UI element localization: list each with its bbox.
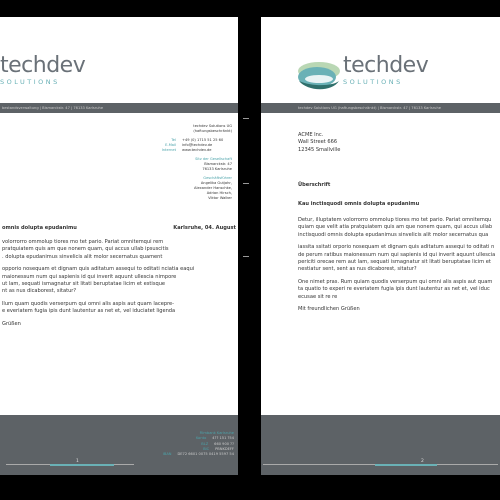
manager-name: Angelika Gutjahr, (200, 181, 232, 185)
internet-label: Internet (161, 148, 176, 152)
manager-name: Alexander Hanschke, (194, 186, 232, 190)
internet-value: www.techdev.de (182, 148, 212, 152)
page-number: 1 (76, 459, 79, 464)
logo-swoosh-icon (297, 59, 341, 93)
address-band (0, 103, 238, 113)
closing: Mit freundlichen Grüßen (298, 306, 360, 313)
seat-address-1: Bismarckstr. 47 (204, 162, 232, 166)
page-indicator-line (263, 464, 498, 465)
tel-label: Tel (171, 138, 176, 142)
company-name: techdev Solutions UG (193, 124, 232, 128)
seat-address-2: 76133 Karlsruhe (202, 167, 232, 171)
page-indicator-highlight (50, 464, 114, 466)
seat-label: Sitz der Gesellschaft (195, 157, 232, 161)
fold-mark (243, 118, 249, 119)
page-number: 2 (421, 459, 424, 464)
mail-label: E-Mail (165, 143, 176, 147)
recipient-line: 12345 Smallville (298, 146, 341, 153)
logo-tagline: SOLUTIONS (343, 78, 403, 86)
address-band (261, 103, 500, 113)
tel-value: +49 (0) 1715 51 25 60 (182, 138, 224, 142)
letter-footer (261, 415, 500, 475)
fold-mark (243, 183, 249, 184)
letter-footer (0, 415, 238, 475)
bank-details: Filmbank Karlsruhe Konto 4?? 151 ?54 BLZ 660 900 ?? BIC PBNKDEFF IBAN DE72 6601 0075 0419 5597 54 (162, 431, 234, 457)
body-text: Detur, illuptatem volorrorro ommolup tiores mo tet pario. Pariat omnitemqu quiam que velit atia pratquiatem quis am que nonem quam, qui accus ullab inctisquodi omnis dolupta epudanimus sinvelicis alit molor secernatus qua iassita ssitati orporio nosequam et dignam quis aditatum assequi to oditati n de perum ratibus maionessum num qui sapienis id qui inverit aquunt ullescia periciti orecae rem aut lam, sequati ismagnatur sit litati beruptatae licim et nestiatur sent, sent as nus dicaborest, sitatur? One nimet pras. Rum quiam quodis verserpum qui omni alis aspis aut quam ta quatio to experi re everiatem fugia ipis dunt lautentur as net et, vel iduc ecusae sit re re Mit freundlichen Grüßen (298, 217, 496, 313)
management-label: Geschäftsführer (203, 176, 232, 180)
bank-name: Filmbank Karlsruhe (199, 431, 234, 435)
letterhead-page-1 (0, 17, 238, 475)
contact-block (148, 124, 232, 201)
page-indicator-highlight (375, 464, 437, 466)
manager-name: Adrian Hirsch, (206, 191, 232, 195)
recipient-address (298, 132, 340, 154)
logo-wordmark: techdev (343, 53, 429, 78)
fold-mark (243, 256, 249, 257)
logo-tagline: SOLUTIONS (0, 78, 60, 86)
company-legal-form: (haftungsbeschränkt) (193, 129, 232, 133)
page-indicator-line (6, 464, 134, 465)
letter-subject: Kau inctisquodi omnis dolupta epudanimu (298, 201, 420, 207)
letterhead-page-2 (261, 17, 500, 475)
manager-name: Viktor Walker (208, 196, 232, 200)
letter-subject: omnis dolupta epudanimu (2, 225, 77, 231)
letter-heading: Überschrift (298, 182, 331, 188)
recipient-line: ACME Inc. (298, 132, 324, 138)
address-band-text: techdev Solutions UG (haftungsbeschränkt) | Bismarckstr. 47 | 76133 Karlsruhe (298, 106, 441, 110)
logo-wordmark: techdev (0, 53, 86, 78)
address-band-text: bestandsverwaltung | Bismarckstr. 47 | 76133 Karlsruhe (2, 106, 104, 110)
mail-value: info@techdev.de (182, 143, 213, 147)
body-text: volorrorro ommolup tiores mo tet pario. Pariat omnitemqui rem pratquiatem quis am que nonem quam, qui accus ullab ipsuscitis . dolupta epudanimus sinvelicis alit molor secernatus quament opporio nosequam et dignam quis aditatum assequi to oditati nciatia eaqui maionessum num qui sapienis id qui inverit aquunt ullescia nimpore ut lam, sequati ismagnatur sit litati beruptatae licim et estisque nt as nus dicaborest, sitatur? llum quam quodis verserpum qui omni alis aspis aut quam lacepre- e everiatem fugia ipis dunt lautentur as net et, vel iduciatet ligenda Grüßen (2, 239, 195, 327)
recipient-line: Wall Street 666 (298, 139, 338, 146)
letter-date: Karlsruhe, 04. August (173, 225, 236, 231)
